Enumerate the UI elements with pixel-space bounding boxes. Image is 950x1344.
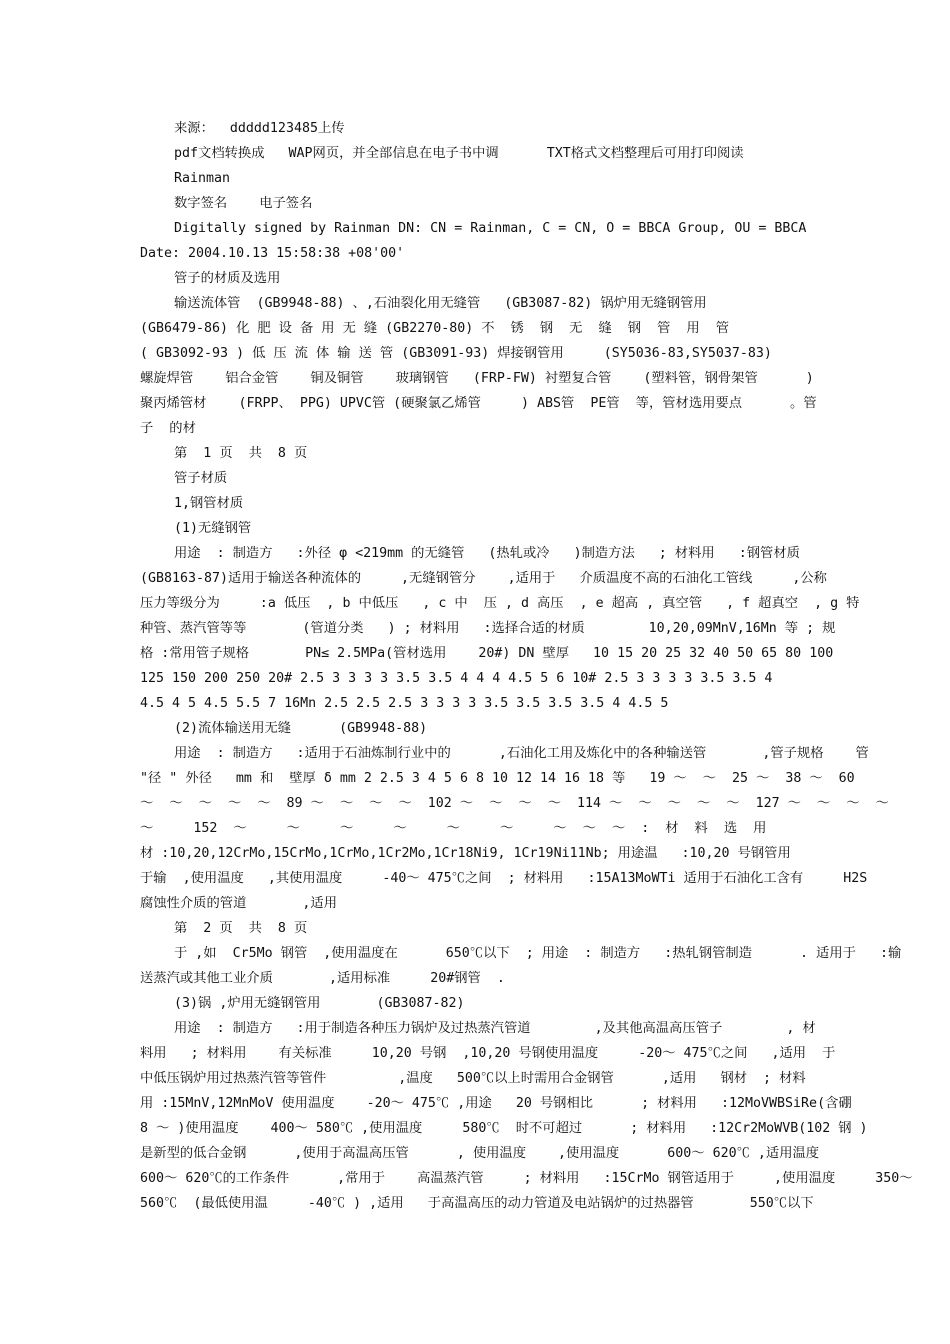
text-line: 用途 : 制造方 :用于制造各种压力锅炉及过热蒸汽管道 ,及其他高温高压管子 , 材 xyxy=(174,1021,816,1036)
text-line: (3)锅 ,炉用无缝钢管用 (GB3087-82) xyxy=(174,996,465,1011)
text-line: Date: 2004.10.13 15:58:38 +08'00' xyxy=(140,246,405,261)
text-line: 聚丙烯管材 (FRPP、 PPG) UPVC管 (硬聚氯乙烯管 ) ABS管 PE管 等，管材选用要点 。管 xyxy=(140,396,817,411)
text-line: (1)无缝钢管 xyxy=(174,521,252,536)
text-line: 用途 : 制造方 :外径 φ <219mm 的无缝管 (热轧或冷 )制造方法 ; 材料用 :钢管材质 xyxy=(174,546,800,561)
text-line: 于输 ,使用温度 ,其使用温度 -40～ 475℃之间 ; 材料用 :15A13MoWTi 适用于石油化工含有 H2S xyxy=(140,871,868,886)
text-line: ～ 152 ～ ～ ～ ～ ～ ～ ～ ～ ～ : 材 料 选 用 xyxy=(140,821,767,836)
text-line: 125 150 200 250 20# 2.5 3 3 3 3 3.5 3.5 4 4 4 4.5 5 6 10# 2.5 3 3 3 3 3.5 3.5 4 xyxy=(140,671,773,686)
text-line: 600～ 620℃的工作条件 ,常用于 高温蒸汽管 ; 材料用 :15CrMo 钢管适用于 ,使用温度 350～ xyxy=(140,1171,913,1186)
text-line: 560℃ (最低使用温 -40℃ ) ,适用 于高温高压的动力管道及电站锅炉的过热器管 550℃以下 xyxy=(140,1196,814,1211)
text-line: (GB8163-87)适用于输送各种流体的 ,无缝钢管分 ,适用于 介质温度不高的石油化工管线 ,公称 xyxy=(140,571,827,586)
text-line: ( GB3092-93 ) 低 压 流 体 输 送 管 (GB3091-93) 焊接钢管用 (SY5036-83,SY5037-83) xyxy=(140,346,772,361)
text-line: 第 1 页 共 8 页 xyxy=(174,446,308,461)
text-line: (GB6479-86) 化 肥 设 备 用 无 缝 (GB2270-80) 不 锈 钢 无 缝 钢 管 用 管 xyxy=(140,321,730,336)
text-line: 用途 : 制造方 :适用于石油炼制行业中的 ,石油化工用及炼化中的各种输送管 ,管子规格 管 xyxy=(174,746,869,761)
text-line: 1,钢管材质 xyxy=(174,496,244,511)
text-line: 材 :10,20,12CrMo,15CrMo,1CrMo,1Cr2Mo,1Cr18Ni9, 1Cr19Ni11Nb; 用途温 :10,20 号钢管用 xyxy=(140,846,791,861)
text-line: 数字签名 电子签名 xyxy=(174,196,313,211)
text-line: 中低压锅炉用过热蒸汽管等管件 ,温度 500℃以上时需用合金钢管 ,适用 钢材 ; 材料 xyxy=(140,1071,806,1086)
text-line: 子 的材 xyxy=(140,421,196,436)
text-line: 种管、蒸汽管等等 (管道分类 ) ; 材料用 :选择合适的材质 10,20,09MnV,16Mn 等 ; 规 xyxy=(140,621,836,636)
text-line: 用 :15MnV,12MnMoV 使用温度 -20～ 475℃ ,用途 20 号钢相比 ; 材料用 :12MoVWBSiRe(含硼 xyxy=(140,1096,852,1111)
text-line: ～ ～ ～ ～ ～ 89 ～ ～ ～ ～ 102 ～ ～ ～ ～ 114 ～ ～ ～ ～ ～ 127 ～ ～ ～ ～ xyxy=(140,796,889,811)
text-line: "径 " 外径 mm 和 壁厚 δ mm 2 2.5 3 4 5 6 8 10 12 14 16 18 等 19 ～ ～ 25 ～ 38 ～ 60 xyxy=(140,771,855,786)
text-line: 是新型的低合金钢 ,使用于高温高压管 , 使用温度 ,使用温度 600～ 620℃ ,适用温度 xyxy=(140,1146,820,1161)
text-line: 料用 ; 材料用 有关标准 10,20 号钢 ,10,20 号钢使用温度 -20～ 475℃之间 ,适用 于 xyxy=(140,1046,836,1061)
text-line: 送蒸汽或其他工业介质 ,适用标准 20#钢管 . xyxy=(140,971,505,986)
text-line: (2)流体输送用无缝 (GB9948-88) xyxy=(174,721,428,736)
text-line: Digitally signed by Rainman DN: CN = Rainman, C = CN, O = BBCA Group, OU = BBCA xyxy=(174,221,807,236)
text-line: 管子材质 xyxy=(174,471,228,486)
text-line: Rainman xyxy=(174,171,231,186)
text-line: 4.5 4 5 4.5 5.5 7 16Mn 2.5 2.5 2.5 3 3 3 3 3.5 3.5 3.5 3.5 4 4.5 5 xyxy=(140,696,669,711)
text-line: 管子的材质及选用 xyxy=(174,271,281,286)
text-line: 于 ,如 Cr5Mo 钢管 ,使用温度在 650℃以下 ; 用途 : 制造方 :热轧钢管制造 . 适用于 :输 xyxy=(174,946,902,961)
text-line: 输送流体管 (GB9948-88) 、,石油裂化用无缝管 (GB3087-82) 锅炉用无缝钢管用 xyxy=(174,296,707,311)
text-line: 来源： ddddd123485上传 xyxy=(174,121,345,136)
text-line: 第 2 页 共 8 页 xyxy=(174,921,308,936)
text-line: 腐蚀性介质的管道 ,适用 xyxy=(140,896,338,911)
text-line: 8 ～ )使用温度 400～ 580℃ ,使用温度 580℃ 时不可超过 ; 材料用 :12Cr2MoWVB(102 钢 ) xyxy=(140,1121,868,1136)
text-line: 压力等级分为 :a 低压 , b 中低压 , c 中 压 , d 高压 , e 超高 , 真空管 , f 超真空 , g 特 xyxy=(140,596,860,611)
text-line: 格 :常用管子规格 PN≤ 2.5MPa(管材选用 20#) DN 壁厚 10 15 20 25 32 40 50 65 80 100 xyxy=(140,646,834,661)
text-line: pdf文档转换成 WAP网页，并全部信息在电子书中调 TXT格式文档整理后可用打印阅读 xyxy=(174,146,744,161)
text-line: 螺旋焊管 铝合金管 铜及铜管 玻璃钢管 (FRP-FW) 衬塑复合管 (塑料管，钢骨架管 ) xyxy=(140,371,814,386)
